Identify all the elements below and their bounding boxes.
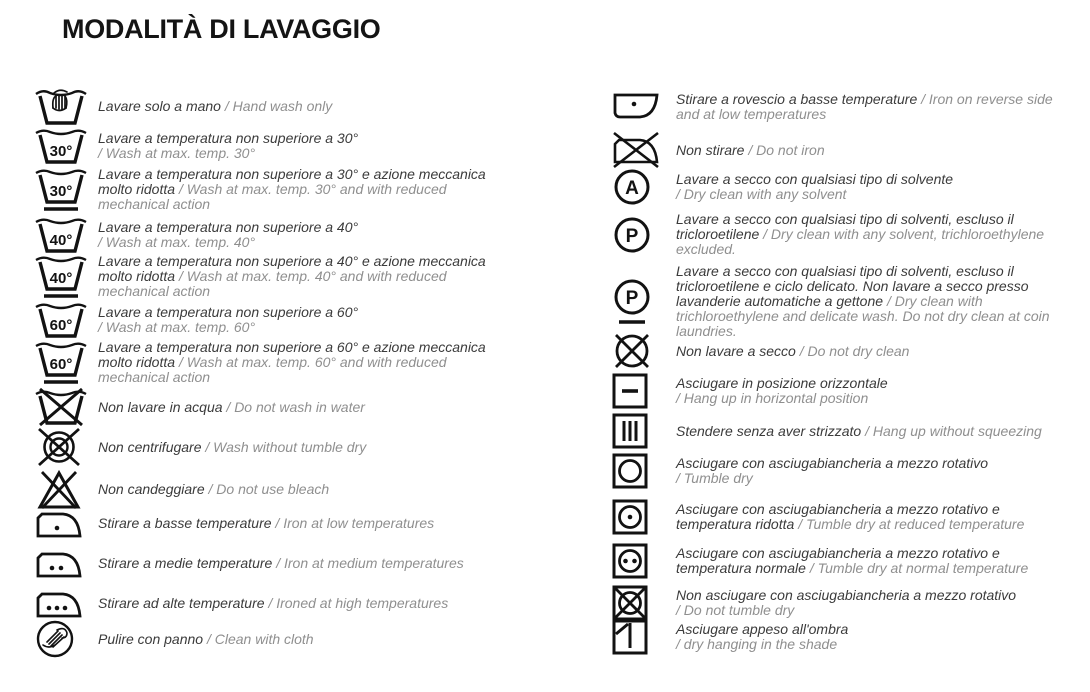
care-item-do-not-spin xyxy=(35,427,494,467)
tumble-dry-normal-icon xyxy=(612,543,676,579)
care-item-dry-clean-P-delicate xyxy=(612,264,1072,339)
care-item-clean-with-cloth xyxy=(35,619,494,659)
label-italian: Lavare a secco con qualsiasi tipo di solventi, escluso il tricloroetilene xyxy=(676,211,1014,242)
tumble-dry-low-icon xyxy=(612,499,676,535)
do-not-spin-icon xyxy=(35,427,98,467)
do-not-tumble-dry-icon xyxy=(612,585,676,621)
care-item-iron-high xyxy=(35,587,494,619)
label-italian: Lavare a temperatura non superiore a 30° xyxy=(98,130,359,146)
label-english: / Hand wash only xyxy=(224,97,333,114)
label-english: / Wash at max. temp. 40° and with reduced mechanical action xyxy=(98,268,447,299)
label-italian: Pulire con panno xyxy=(98,630,204,647)
label-italian: Stendere senza aver strizzato xyxy=(676,422,862,439)
label-english: / Dry clean with any solvent xyxy=(676,186,847,202)
label-english: / Tumble dry at normal temperature xyxy=(809,560,1029,576)
care-item-iron-low xyxy=(35,507,494,539)
label-italian: Lavare a secco con qualsiasi tipo di solvente xyxy=(676,171,954,187)
care-item-dry-clean-P xyxy=(612,212,1072,257)
care-item-dry-in-shade xyxy=(612,618,1072,656)
svg-text:30°: 30° xyxy=(49,183,73,200)
care-item-tumble-dry-low xyxy=(612,499,1072,535)
label-italian: Lavare solo a mano xyxy=(98,97,221,114)
label-english: / Iron on reverse side and at low temperatures xyxy=(676,91,1053,122)
label-english: / Wash at max. temp. 30° and with reduced mechanical action xyxy=(98,181,447,212)
label-italian: Stirare ad alte temperature xyxy=(98,594,265,611)
label-english: / Hang up without squeezing xyxy=(865,422,1042,439)
label-italian: Lavare a temperatura non superiore a 60° e azione meccanica molto ridotta xyxy=(98,339,486,370)
label-italian: Stirare a basse temperature xyxy=(98,514,272,531)
care-item-dry-flat xyxy=(612,373,1072,409)
hand-wash-icon xyxy=(35,86,98,126)
care-item-wash-30 xyxy=(35,126,494,166)
svg-text:40°: 40° xyxy=(49,270,73,287)
label-italian: Non centrifugare xyxy=(98,438,202,455)
label-english: / Do not wash in water xyxy=(226,398,365,415)
iron-high-icon xyxy=(35,587,98,619)
svg-text:P: P xyxy=(625,287,639,309)
care-item-iron-medium xyxy=(35,547,494,579)
svg-text:60°: 60° xyxy=(49,317,73,334)
care-item-dry-clean-any-solvent xyxy=(612,167,1072,207)
label-italian: Lavare a secco con qualsiasi tipo di solventi, escluso il tricloroetilene e ciclo delicato. Non lavare a secco presso lavanderie automatiche a gettone xyxy=(676,263,1029,309)
svg-text:A: A xyxy=(625,178,639,199)
label-italian: Non lavare in acqua xyxy=(98,398,223,415)
care-item-iron-reverse xyxy=(612,90,1072,124)
clean-with-cloth-icon xyxy=(35,619,98,659)
care-item-wash-40-reduced xyxy=(35,253,494,300)
label-italian: Asciugare in posizione orizzontale xyxy=(676,375,888,391)
dry-clean-P-icon xyxy=(612,215,676,255)
label-english: / Do not use bleach xyxy=(208,480,330,497)
svg-text:30°: 30° xyxy=(49,143,73,160)
care-item-do-not-iron xyxy=(612,131,1072,169)
page-title: MODALITÀ DI LAVAGGIO xyxy=(62,14,381,44)
label-english: / Tumble dry xyxy=(676,470,753,486)
label-english: / Do not tumble dry xyxy=(676,602,795,618)
label-italian: Asciugare con asciugabiancheria a mezzo rotativo e temperatura normale xyxy=(676,545,1000,576)
svg-text:60°: 60° xyxy=(49,356,73,373)
svg-text:P: P xyxy=(625,225,639,247)
drip-dry-icon xyxy=(612,413,676,449)
label-italian: Non stirare xyxy=(676,141,745,158)
svg-text:40°: 40° xyxy=(49,232,73,249)
label-english: / Dry clean with trichloroethylene and delicate wash. Do not dry clean at coin laundries. xyxy=(676,293,1050,339)
iron-low-icon xyxy=(35,507,98,539)
iron-reverse-icon xyxy=(612,90,676,124)
label-italian: Non candeggiare xyxy=(98,480,205,497)
label-italian: Lavare a temperatura non superiore a 60° xyxy=(98,304,359,320)
label-italian: Non lavare a secco xyxy=(676,342,796,359)
label-italian: Asciugare appeso all'ombra xyxy=(676,621,849,637)
dry-in-shade-icon xyxy=(612,618,676,656)
tumble-dry-icon xyxy=(612,453,676,489)
label-english: / Iron at low temperatures xyxy=(275,514,435,531)
do-not-wash-icon xyxy=(35,387,98,427)
label-english: / Wash at max. temp. 60° xyxy=(98,319,256,335)
wash-40-icon xyxy=(35,215,98,255)
label-english: / Hang up in horizontal position xyxy=(676,390,869,406)
do-not-iron-icon xyxy=(612,131,676,169)
label-italian: Asciugare con asciugabiancheria a mezzo rotativo e temperatura ridotta xyxy=(676,501,1000,532)
care-item-wash-30-reduced xyxy=(35,166,494,213)
label-italian: Stirare a rovescio a basse temperature xyxy=(676,91,918,107)
do-not-dry-clean-icon xyxy=(612,331,676,371)
care-item-tumble-dry xyxy=(612,453,1072,489)
wash-30-icon xyxy=(35,126,98,166)
wash-60-icon xyxy=(35,300,98,340)
label-english: / Do not dry clean xyxy=(799,342,910,359)
care-item-hand-wash xyxy=(35,86,494,126)
do-not-bleach-icon xyxy=(35,468,98,510)
label-english: / Tumble dry at reduced temperature xyxy=(798,516,1025,532)
label-english: / Wash at max. temp. 60° and with reduced mechanical action xyxy=(98,354,447,385)
label-english: / Do not iron xyxy=(748,141,825,158)
label-italian: Stirare a medie temperature xyxy=(98,554,273,571)
label-italian: Lavare a temperatura non superiore a 30° e azione meccanica molto ridotta xyxy=(98,166,486,197)
care-item-do-not-wash xyxy=(35,387,494,427)
care-item-do-not-bleach xyxy=(35,468,494,510)
dry-clean-P-delicate-icon xyxy=(612,278,676,326)
wash-30-reduced-icon xyxy=(35,166,98,213)
care-item-do-not-dry-clean xyxy=(612,331,1072,371)
care-item-do-not-tumble-dry xyxy=(612,585,1072,621)
label-italian: Lavare a temperatura non superiore a 40° xyxy=(98,219,359,235)
wash-60-reduced-icon xyxy=(35,339,98,386)
care-item-wash-60-reduced xyxy=(35,339,494,386)
label-italian: Lavare a temperatura non superiore a 40° e azione meccanica molto ridotta xyxy=(98,253,486,284)
label-italian: Non asciugare con asciugabiancheria a mezzo rotativo xyxy=(676,587,1017,603)
dry-clean-any-solvent-icon xyxy=(612,167,676,207)
care-item-wash-40 xyxy=(35,215,494,255)
care-item-tumble-dry-normal xyxy=(612,543,1072,579)
label-english: / Dry clean with any solvent, trichloroethylene excluded. xyxy=(676,226,1045,257)
label-english: / Clean with cloth xyxy=(206,630,314,647)
iron-medium-icon xyxy=(35,547,98,579)
label-italian: Asciugare con asciugabiancheria a mezzo rotativo xyxy=(676,455,989,471)
label-english: / Wash at max. temp. 40° xyxy=(98,234,256,250)
dry-flat-icon xyxy=(612,373,676,409)
care-item-wash-60 xyxy=(35,300,494,340)
label-english: / dry hanging in the shade xyxy=(676,636,838,652)
care-item-drip-dry xyxy=(612,413,1072,449)
label-english: / Iron at medium temperatures xyxy=(276,554,464,571)
label-english: / Wash at max. temp. 30° xyxy=(98,145,256,161)
wash-40-reduced-icon xyxy=(35,253,98,300)
label-english: / Ironed at high temperatures xyxy=(268,594,449,611)
label-english: / Wash without tumble dry xyxy=(205,438,367,455)
